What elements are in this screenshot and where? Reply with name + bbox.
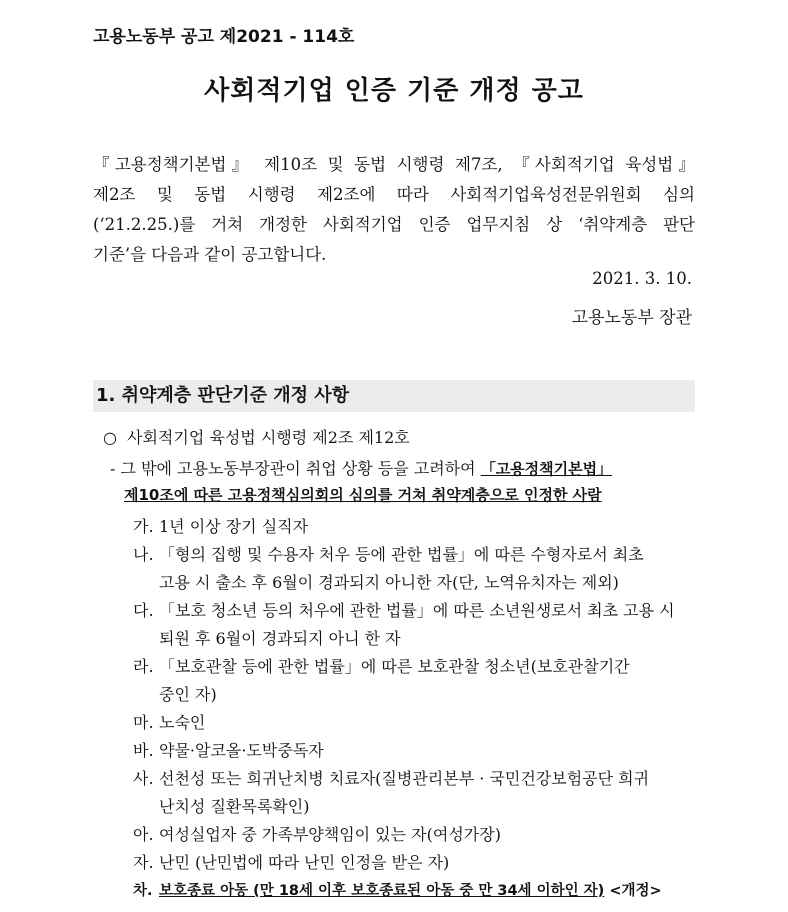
dash-bullet-item (110, 456, 696, 508)
criteria-item (133, 597, 696, 653)
amendment-tag: <개정> (604, 883, 662, 899)
criteria-item-label: 아. (133, 825, 154, 844)
criteria-item-text: 「보호관찰 등에 관한 법률」에 따른 보호관찰 청소년(보호관찰기간 (159, 657, 630, 676)
announcement-date: 2021. 3. 10. (592, 269, 692, 288)
criteria-item-text: 「형의 집행 및 수용자 처우 등에 관한 법률」에 따른 수형자로서 최초 (159, 545, 644, 564)
criteria-item-line (133, 597, 696, 625)
criteria-item-text: 여성실업자 중 가족부양책임이 있는 자(여성가장) (159, 825, 501, 844)
criteria-item-label: 마. (133, 713, 154, 732)
criteria-item-line (133, 821, 696, 849)
circle-bullet-item (103, 425, 410, 451)
section-heading: 1. 취약계층 판단기준 개정 사항 (93, 380, 695, 412)
criteria-item-line (133, 513, 696, 541)
criteria-item-label: 나. (133, 545, 154, 564)
criteria-item-amended (133, 877, 696, 905)
circle-bullet-icon: ○ (103, 428, 117, 447)
criteria-item-line (133, 541, 696, 569)
dash-prefix: - (110, 459, 121, 478)
circle-bullet-text: 사회적기업 육성법 시행령 제2조 제12호 (127, 428, 410, 447)
criteria-item-label: 가. (133, 517, 154, 536)
intro-line: 『고용정책기본법』 제10조 및 동법 시행령 제7조, 『사회적기업 육성법』 (93, 155, 695, 174)
criteria-item-text: 난치성 질환목록확인) (159, 797, 310, 816)
notice-number: 고용노동부 공고 제2021 - 114호 (93, 27, 355, 47)
criteria-item-label: 다. (133, 601, 154, 620)
intro-paragraph (93, 150, 695, 270)
criteria-item-line (133, 737, 696, 765)
criteria-item-label: 차. (133, 883, 153, 899)
dash-line (110, 482, 696, 508)
criteria-item-line (133, 569, 696, 597)
criteria-item-text: 중인 자) (159, 685, 217, 704)
criteria-item (133, 709, 696, 737)
criteria-item-line (133, 793, 696, 821)
criteria-item-text: 고용 시 출소 후 6월이 경과되지 아니한 자(단, 노역유치자는 제외) (159, 573, 619, 592)
criteria-item (133, 737, 696, 765)
criteria-item (133, 513, 696, 541)
criteria-item-text: 퇴원 후 6월이 경과되지 아니 한 자 (159, 629, 401, 648)
criteria-item-label: 바. (133, 741, 154, 760)
criteria-item-text: 노숙인 (159, 713, 206, 732)
criteria-item (133, 541, 696, 597)
criteria-item-text: 1년 이상 장기 실직자 (159, 517, 309, 536)
criteria-item-text: 선천성 또는 희귀난치병 치료자(질병관리본부 · 국민건강보험공단 희귀 (159, 769, 650, 788)
document-title: 사회적기업 인증 기준 개정 공고 (204, 76, 584, 106)
criteria-item-line (133, 849, 696, 877)
criteria-item (133, 653, 696, 709)
criteria-list (133, 513, 696, 905)
criteria-item-text: 난민 (난민법에 따라 난민 인정을 받은 자) (159, 853, 450, 872)
intro-line: 제2조 및 동법 시행령 제2조에 따라 사회적기업육성전문위원회 심의 (93, 185, 695, 204)
criteria-item-line (133, 877, 696, 905)
criteria-item (133, 765, 696, 821)
criteria-item-label: 자. (133, 853, 154, 872)
criteria-item (133, 821, 696, 849)
criteria-item-label: 라. (133, 657, 154, 676)
intro-line: (‘21.2.25.)를 거쳐 개정한 사회적기업 인증 업무지침 상 ‘취약계층 판단 (93, 215, 695, 234)
criteria-item-line (133, 765, 696, 793)
criteria-item-line (133, 681, 696, 709)
criteria-item (133, 849, 696, 877)
criteria-item-line (133, 653, 696, 681)
intro-line: 기준’을 다음과 같이 공고합니다. (93, 245, 327, 264)
dash-text-emphasis: 제10조에 따른 고용정책심의회의 심의를 거쳐 취약계층으로 인정한 사람 (124, 486, 602, 504)
dash-line (110, 456, 696, 482)
criteria-item-text: 보호종료 아동 (만 18세 이후 보호종료된 아동 중 만 34세 이하인 자) (159, 883, 605, 899)
criteria-item-text: 「보호 청소년 등의 처우에 관한 법률」에 따른 소년원생로서 최초 고용 시 (159, 601, 675, 620)
dash-text-emphasis: 「고용정책기본법」 (480, 460, 613, 478)
criteria-item-line (133, 625, 696, 653)
criteria-item-label: 사. (133, 769, 154, 788)
minister-signature: 고용노동부 장관 (571, 308, 692, 328)
criteria-item-line (133, 709, 696, 737)
dash-text-plain: 그 밖에 고용노동부장관이 취업 상황 등을 고려하여 (120, 459, 481, 478)
criteria-item-text: 약물·알코올·도박중독자 (159, 741, 324, 760)
